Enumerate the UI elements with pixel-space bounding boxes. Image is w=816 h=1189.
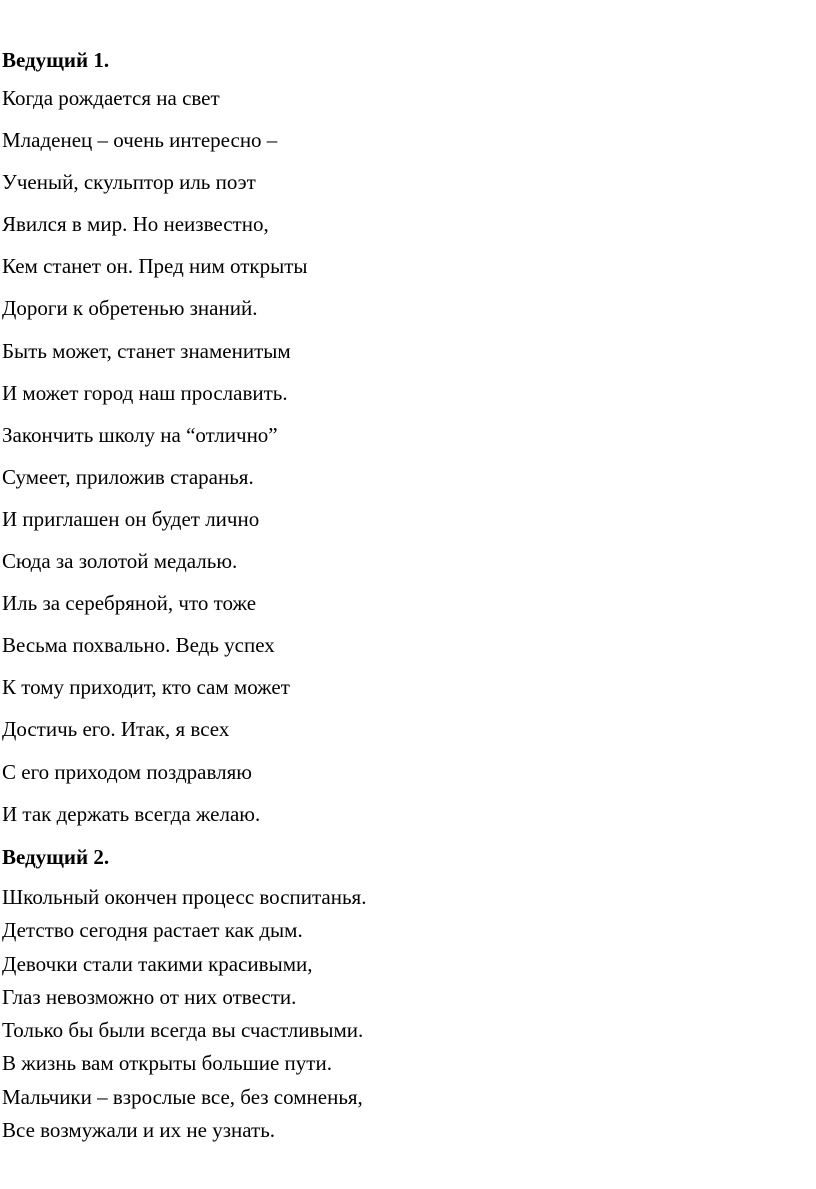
speaker-heading: Ведущий 1.: [2, 48, 110, 72]
poem-line: И приглашен он будет лично: [2, 506, 260, 531]
poem-line: И так держать всегда желаю.: [2, 801, 261, 826]
poem-line: Достичь его. Итак, я всех: [2, 717, 230, 742]
poem-line: В жизнь вам открыты большие пути.: [2, 1051, 332, 1076]
poem-line: Глаз невозможно от них отвести.: [2, 984, 297, 1009]
poem-stanza: [2, 885, 366, 1151]
poem-line: Закончить школу на “отлично”: [2, 422, 278, 447]
speaker-heading: Ведущий 2.: [2, 845, 110, 869]
poem-line: Ученый, скульптор иль поэт: [2, 170, 256, 195]
poem-line: Младенец – очень интересно –: [2, 128, 278, 153]
poem-line: Быть может, станет знаменитым: [2, 338, 291, 363]
poem-line: Весьма похвально. Ведь успех: [2, 633, 275, 658]
poem-line: Девочки стали такими красивыми,: [2, 951, 313, 976]
poem-line: Дороги к обретенью знаний.: [2, 296, 258, 321]
poem-line: Сумеет, приложив старанья.: [2, 464, 254, 489]
poem-line: С его приходом поздравляю: [2, 759, 252, 784]
poem-line: И может город наш прославить.: [2, 380, 288, 405]
poem-line: Только бы были всегда вы счастливыми.: [2, 1018, 364, 1043]
poem-line: Школьный окончен процесс воспитанья.: [2, 885, 367, 909]
poem-line: Все возмужали и их не узнать.: [2, 1118, 276, 1143]
poem-line: Сюда за золотой медалью.: [2, 549, 238, 574]
poem-stanza: [2, 86, 308, 844]
poem-line: Кем станет он. Пред ним открыты: [2, 254, 308, 279]
poem-line: Когда рождается на свет: [2, 86, 220, 110]
poem-line: К тому приходит, кто сам может: [2, 675, 290, 700]
poem-line: Иль за серебряной, что тоже: [2, 591, 257, 616]
poem-line: Мальчики – взрослые все, без сомненья,: [2, 1084, 363, 1109]
poem-line: Детство сегодня растает как дым.: [2, 918, 303, 943]
poem-line: Явился в мир. Но неизвестно,: [2, 212, 269, 237]
